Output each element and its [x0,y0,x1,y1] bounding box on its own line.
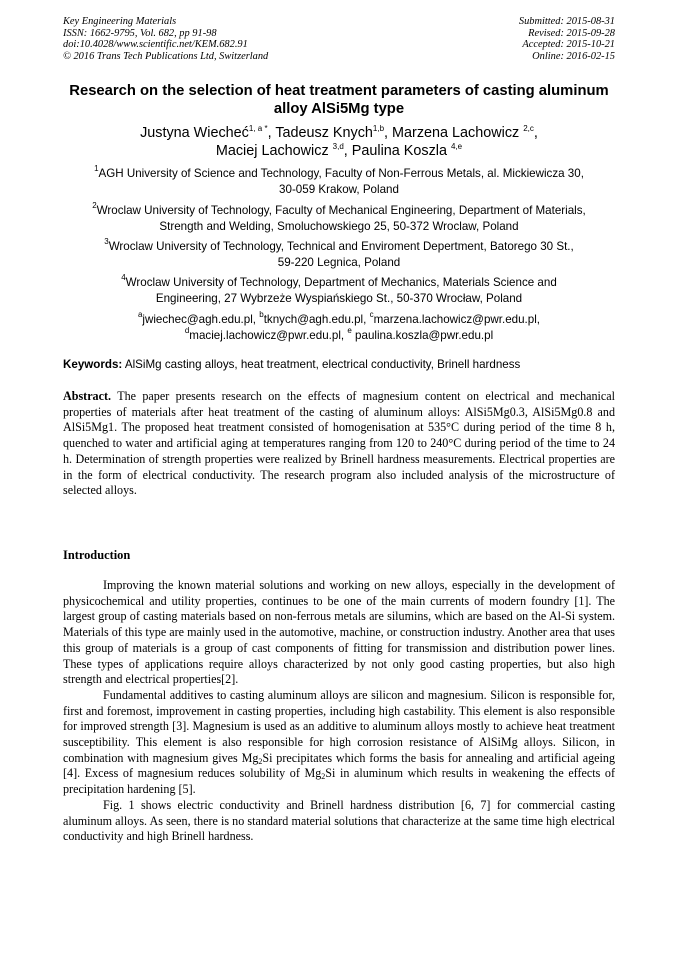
author-name: Marzena Lachowicz [392,125,520,141]
author-affiliation-mark: 4,e [450,142,463,151]
keywords-text: AlSiMg casting alloys, heat treatment, electrical conductivity, Brinell hardness [124,358,521,371]
affiliation-1 [63,166,615,198]
email-address[interactable]: tknych@agh.edu.pl, [263,313,367,326]
author-affiliation-mark: 1,b [372,124,385,133]
subscript: 2 [321,772,326,782]
introduction-body [63,578,615,845]
email-address[interactable]: jwiechec@agh.edu.pl, [142,313,257,326]
affiliation-text: Wroclaw University of Technology, Faculty of Mechanical Engineering, Department of Materials, [96,204,586,217]
email-mark: e [347,326,352,335]
date-revised: Revised: 2015-09-28 [528,27,615,39]
keywords [63,357,623,373]
paragraph [63,688,615,798]
author-name: Tadeusz Knych [275,125,373,141]
section-heading: Introduction [63,548,131,562]
paragraph: Improving the known material solutions and working on new alloys, especially in the development of physicochemical and utility properties, continues to be one of the main currents of modern foundry [1]. The largest group of casting materials based on non-ferrous metals are silumins, which are based on the Al-Si system. Materials of this type are mainly used in the automotive, machine, or construction industry. Another area that uses this group of materials is a group of cast components of fitting for transmission and distribution power lines. These types of applications require alloys characterized by not only good casting properties, but also high strength and electrical properties[2]. [63,578,615,687]
author-name: Maciej Lachowicz [215,143,329,159]
abstract-label: Abstract. [63,389,112,403]
email-address[interactable]: marzena.lachowicz@pwr.edu.pl, [373,313,541,326]
abstract-text: The paper presents research on the effects of magnesium content on electrical and mechanical properties of materials after heat treatment of the casting of aluminum alloys: AlSi5Mg0.3, AlSi5Mg0.8 and AlSi5Mg1. The proposed heat treatment consisted of homogenisation at 535°C during period of the time 8 h, quenched to water and artificial aging at temperatures ranging from 120 to 240°C during period of the time to 24 h. Determination of strength properties were realized by Brinell hardness measurements. Electrical properties are in the form of electrical conductivity. The research program also included analysis of the microstructure of selected alloys. [63,389,615,498]
affiliation-text: Wroclaw University of Technology, Department of Mechanics, Materials Science and [125,276,557,289]
affiliation-number: 2 [92,201,97,210]
paper-title: Research on the selection of heat treatment parameters of casting aluminum alloy AlSi5Mg type [69,83,609,117]
author-affiliation-mark: 3,d [332,142,344,151]
affiliation-text: Engineering, 27 Wybrzeże Wyspiańskiego St., 50-370 Wrocław, Poland [155,292,523,305]
paragraph-text: Si in aluminum which results in weakening the effects of precipitation hardening [5]. [63,766,615,797]
author-affiliation-mark: 2,c [523,124,534,133]
author-affiliation-mark: 1, a * [248,124,268,133]
affiliation-text: 30-059 Krakow, Poland [279,183,399,196]
affiliation-4 [63,275,615,307]
email-mark: d [184,326,190,335]
author-emails [63,312,615,344]
paragraph: Fig. 1 shows electric conductivity and Brinell hardness distribution [6, 7] for commercial casting aluminum alloys. As seen, there is no standard material solutions that characterize at the same time high electrical conductivity and high Brinell hardness. [63,797,615,844]
paragraph-text: Si precipitates which forms the basis for annealing and artificial ageing [4]. Excess of magnesium reduces solubility of Mg [63,750,616,781]
affiliation-text: Wroclaw University of Technology, Technical and Enviroment Depertment, Batorego 30 St., [108,240,574,253]
journal-doi: doi:10.4028/www.scientific.net/KEM.682.91 [63,39,248,51]
affiliation-text: Strength and Welding, Smoluchowskiego 25, 50-372 Wroclaw, Poland [159,220,519,233]
date-online: Online: 2016-02-15 [532,50,615,62]
email-address[interactable]: paulina.koszla@pwr.edu.pl [355,329,494,342]
subscript: 2 [258,756,263,766]
affiliation-number: 1 [94,164,99,173]
affiliation-text: AGH University of Science and Technology, Faculty of Non-Ferrous Metals, al. Mickiewicza 30, [98,167,584,180]
email-address[interactable]: maciej.lachowicz@pwr.edu.pl, [189,329,345,342]
affiliation-2 [63,203,615,235]
author-name: Paulina Koszla [351,143,447,159]
affiliation-number: 3 [104,237,109,246]
affiliation-text: 59-220 Legnica, Poland [277,256,401,269]
submission-dates [519,16,615,62]
journal-name: Key Engineering Materials [63,16,177,27]
date-submitted: Submitted: 2015-08-31 [518,16,615,27]
author-list: Justyna Wiecheć$^{1, a *}$, Tadeusz Knych$^{1,b}$, Marzena Lachowicz $^{2,c}$, Maciej Lachowicz $^{3,d}$, Paulina Koszla $^{4,e}$ [140,124,538,159]
date-accepted: Accepted: 2015-10-21 [522,39,615,51]
paragraph-text: Fundamental additives to casting aluminum alloys are silicon and magnesium. Silicon is responsible for, first and foremost, improvement in casting properties, including high castability. This element is also responsible for improved strength [3]. Magnesium is used as an additive to aluminum alloys mostly to achieve heat treatment susceptibility. This element is also responsible for high corrosion resistance of AlSiMg alloys. Silicon, in combination with magnesium gives Mg [63,687,615,765]
email-mark: c [369,310,374,319]
abstract [63,389,615,499]
email-mark: a [137,310,143,319]
journal-copyright: © 2016 Trans Tech Publications Ltd, Switzerland [63,50,269,62]
journal-issn: ISSN: 1662-9795, Vol. 682, pp 91-98 [63,27,217,39]
affiliation-3 [63,239,615,271]
journal-info [63,16,268,62]
keywords-label: Keywords: [63,358,123,371]
email-mark: b [259,310,264,319]
affiliation-number: 4 [121,273,126,282]
author-name: Justyna Wiecheć [140,125,249,141]
